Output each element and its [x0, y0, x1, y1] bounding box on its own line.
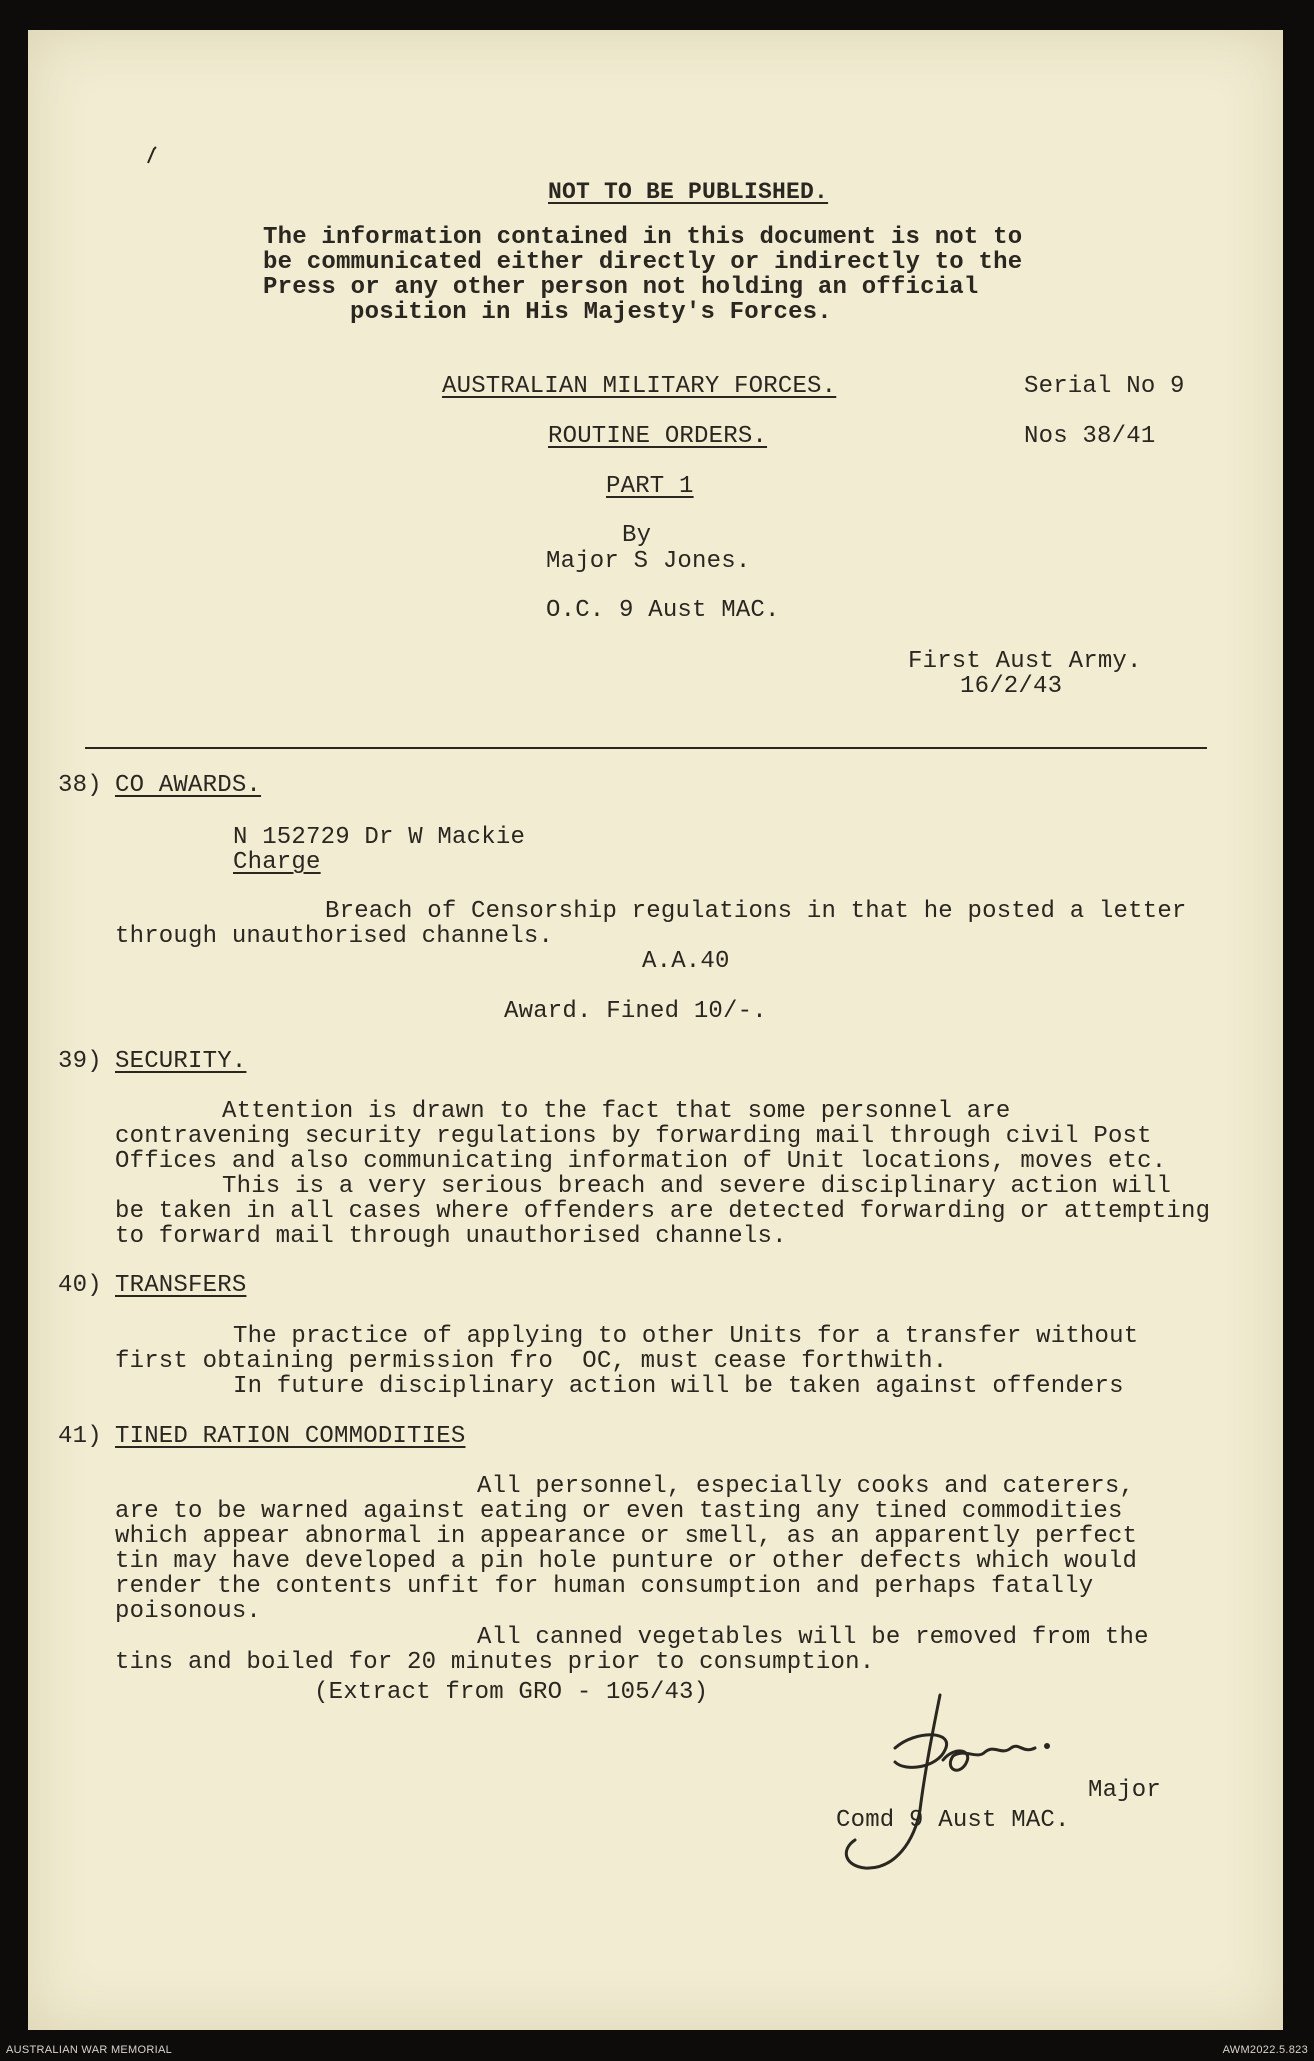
soldier-id: N 152729 Dr W Mackie	[233, 824, 526, 851]
notice-line-4: position in His Majesty's Forces.	[350, 299, 832, 326]
rations-line-8: tins and boiled for 20 minutes prior to consumption.	[115, 1649, 875, 1676]
officer-name: Major S Jones.	[546, 548, 751, 575]
section-41-heading: TINED RATION COMMODITIES	[115, 1423, 466, 1450]
pen-mark-icon	[145, 145, 159, 165]
order-numbers: Nos 38/41	[1024, 423, 1156, 450]
by-label: By	[622, 522, 652, 549]
charge-line-1: Breach of Censorship regulations in that he posted a letter	[325, 898, 1187, 925]
rations-line-4: tin may have developed a pin hole punture or other defects which would	[115, 1548, 1138, 1575]
location: First Aust Army.	[908, 648, 1142, 675]
order-date: 16/2/43	[960, 673, 1063, 700]
unit-name: O.C. 9 Aust MAC.	[546, 597, 780, 624]
rations-line-5: render the contents unfit for human consumption and perhaps fatally	[115, 1573, 1094, 1600]
section-41-number: 41)	[58, 1423, 102, 1450]
section-40-number: 40)	[58, 1272, 102, 1299]
rations-line-1: All personnel, especially cooks and caterers,	[477, 1473, 1135, 1500]
transfers-line-1: The practice of applying to other Units for a transfer without	[233, 1323, 1139, 1350]
doc-title: ROUTINE ORDERS.	[548, 423, 768, 450]
security-line-4: This is a very serious breach and severe disciplinary action will	[222, 1173, 1172, 1200]
footer-source: AUSTRALIAN WAR MEMORIAL	[6, 2044, 173, 2056]
security-line-5: be taken in all cases where offenders are detected forwarding or attempting	[115, 1198, 1211, 1225]
notice-line-2: be communicated either directly or indirectly to the	[263, 249, 1023, 276]
section-39-heading: SECURITY.	[115, 1048, 247, 1075]
charge-label: Charge	[233, 849, 321, 876]
notice-line-1: The information contained in this document is not to	[263, 224, 1023, 251]
signatory-rank: Major	[1088, 1777, 1162, 1804]
signatory-command: Comd 9 Aust MAC.	[836, 1807, 1070, 1834]
part-title: PART 1	[606, 473, 694, 500]
rations-line-3: which appear abnormal in appearance or smell, as an apparently perfect	[115, 1523, 1138, 1550]
rations-line-7: All canned vegetables will be removed from the	[477, 1624, 1149, 1651]
security-line-2: contravening security regulations by forwarding mail through civil Post	[115, 1123, 1152, 1150]
handwritten-signature-icon	[825, 1690, 1065, 1880]
section-40-heading: TRANSFERS	[115, 1272, 247, 1299]
transfers-line-3: In future disciplinary action will be taken against offenders	[233, 1373, 1124, 1400]
security-line-1: Attention is drawn to the fact that some personnel are	[222, 1098, 1011, 1125]
classification-heading: NOT TO BE PUBLISHED.	[548, 179, 829, 205]
transfers-line-2: first obtaining permission fro OC, must cease forthwith.	[115, 1348, 948, 1375]
charge-line-2: through unauthorised channels.	[115, 923, 554, 950]
org-title: AUSTRALIAN MILITARY FORCES.	[442, 373, 837, 400]
divider-rule	[85, 747, 1207, 749]
rations-line-6: poisonous.	[115, 1598, 262, 1625]
footer-catalog-id: AWM2022.5.823	[1222, 2044, 1308, 2056]
section-38-heading: CO AWARDS.	[115, 772, 262, 799]
charge-reference: A.A.40	[642, 948, 730, 975]
document-page	[28, 30, 1283, 2030]
notice-line-3: Press or any other person not holding an official	[263, 274, 979, 301]
rations-extract-ref: (Extract from GRO - 105/43)	[314, 1679, 709, 1706]
serial-number: Serial No 9	[1024, 373, 1185, 400]
section-39-number: 39)	[58, 1048, 102, 1075]
security-line-3: Offices and also communicating information of Unit locations, moves etc.	[115, 1148, 1167, 1175]
award-text: Award. Fined 10/-.	[504, 998, 767, 1025]
security-line-6: to forward mail through unauthorised channels.	[115, 1223, 787, 1250]
rations-line-2: are to be warned against eating or even tasting any tined commodities	[115, 1498, 1123, 1525]
section-38-number: 38)	[58, 772, 102, 799]
